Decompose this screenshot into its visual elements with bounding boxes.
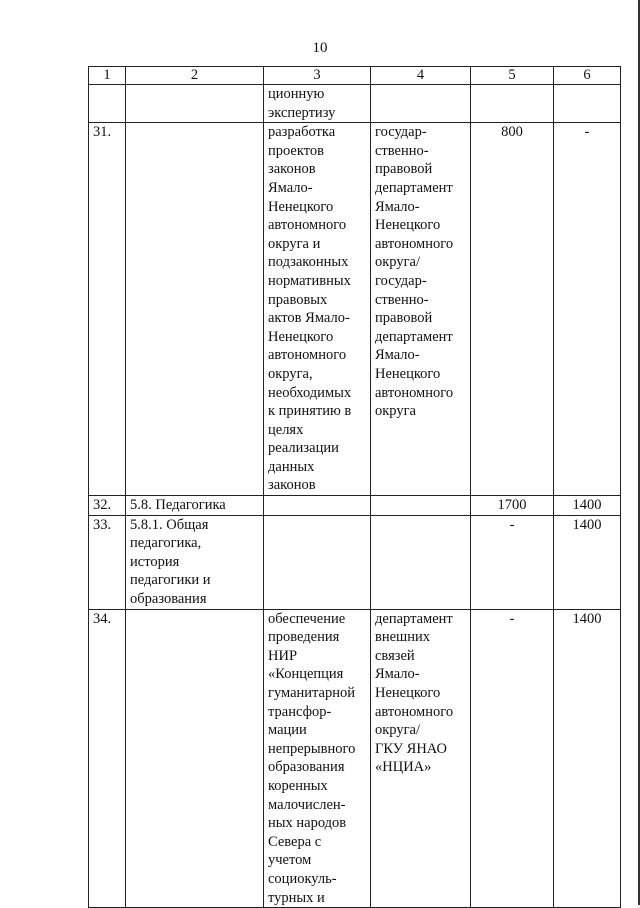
column-header: 6 — [554, 67, 621, 85]
row-number: 32. — [89, 496, 126, 516]
section-cell: 5.8. Педагогика — [126, 496, 264, 516]
table-row — [89, 85, 621, 123]
page-number: 10 — [312, 40, 328, 56]
amount-cell: 1400 — [554, 609, 621, 908]
column-header: 3 — [264, 67, 371, 85]
amount-cell: 800 — [471, 123, 554, 496]
amount-cell — [554, 85, 621, 123]
amount-cell: 1400 — [554, 496, 621, 516]
responsible-cell — [371, 496, 471, 516]
section-cell — [126, 123, 264, 496]
responsible-cell — [371, 85, 471, 123]
row-number — [89, 85, 126, 123]
table-row — [89, 496, 621, 516]
column-header: 2 — [126, 67, 264, 85]
section-cell: 5.8.1. Общая педагогика, история педагогики и образования — [126, 515, 264, 609]
work-description-cell: ционную экспертизу — [264, 85, 371, 123]
table-header-row — [89, 67, 621, 85]
table-row — [89, 123, 621, 496]
responsible-cell — [371, 515, 471, 609]
row-number: 34. — [89, 609, 126, 908]
amount-cell: - — [471, 609, 554, 908]
row-number: 33. — [89, 515, 126, 609]
amount-cell: - — [471, 515, 554, 609]
column-header: 4 — [371, 67, 471, 85]
table-row — [89, 609, 621, 908]
work-description-cell — [264, 515, 371, 609]
table-row — [89, 515, 621, 609]
responsible-cell: государ- ственно- правовой департамент Ямало- Ненецкого автономного округа/ государ- ственно- правовой департамент Ямало- Ненецкого автономного округа — [371, 123, 471, 496]
amount-cell: 1700 — [471, 496, 554, 516]
work-description-cell — [264, 496, 371, 516]
work-description-cell: обеспечение проведения НИР «Концепция гуманитарной трансфор- мации непрерывного образования коренных малочислен- ных народов Севера с учетом социокуль- турных и — [264, 609, 371, 908]
work-description-cell: разработка проектов законов Ямало- Ненецкого автономного округа и подзаконных нормативных правовых актов Ямало- Ненецкого автономного округа, необходимых к принятию в целях реализации данных законов — [264, 123, 371, 496]
document-table — [88, 66, 621, 908]
section-cell — [126, 609, 264, 908]
column-header: 5 — [471, 67, 554, 85]
responsible-cell: департамент внешних связей Ямало- Ненецкого автономного округа/ ГКУ ЯНАО «НЦИА» — [371, 609, 471, 908]
amount-cell: - — [554, 123, 621, 496]
section-cell — [126, 85, 264, 123]
amount-cell: 1400 — [554, 515, 621, 609]
row-number: 31. — [89, 123, 126, 496]
amount-cell — [471, 85, 554, 123]
column-header: 1 — [89, 67, 126, 85]
